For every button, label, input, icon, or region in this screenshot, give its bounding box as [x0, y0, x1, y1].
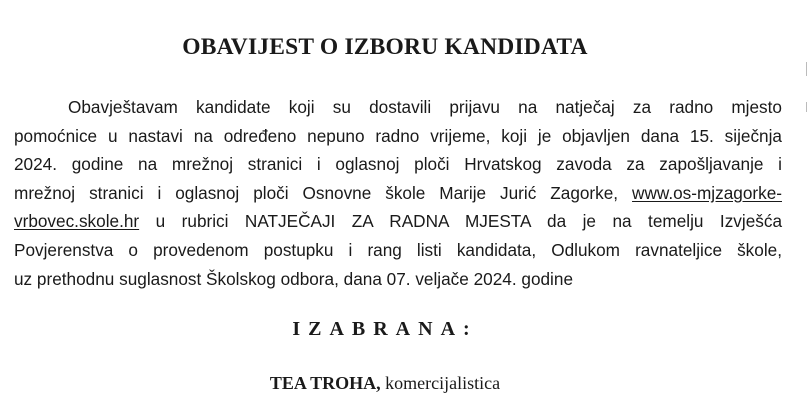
- paragraph-line-5: [14, 207, 782, 236]
- paragraph-line-5-text: u rubrici NATJEČAJI ZA RADNA MJESTA da je na temelju Izvješća: [155, 211, 783, 232]
- notice-paragraph: [14, 93, 782, 293]
- scan-edge-mark: [805, 62, 809, 142]
- candidate-role: komercijalistica: [380, 373, 501, 393]
- paragraph-line-4-text: mrežnoj stranici i oglasnoj ploči Osnovne škole Marije Jurić Zagorke,: [14, 182, 619, 203]
- paragraph-line-3: 2024. godine na mrežnoj stranici i oglasnoj ploči Hrvatskog zavoda za zapošljavanje i: [14, 154, 782, 175]
- paragraph-line-2: pomoćnice u nastavi na određeno nepuno radno vrijeme, koji je objavljen dana 15. siječnja: [14, 125, 782, 146]
- paragraph-line-4: [14, 179, 782, 208]
- school-website-link-part1[interactable]: www.os-mjzagorke-: [632, 182, 782, 203]
- paragraph-line-1: Obavještavam kandidate koji su dostavili prijavu na natječaj za radno mjesto: [68, 97, 782, 117]
- paragraph-line-7: uz prethodnu suglasnost Školskog odbora, dana 07. veljače 2024. godine: [14, 268, 573, 289]
- paragraph-line-6: Povjerenstva o provedenom postupku i rang listi kandidata, Odlukom ravnateljice škole,: [14, 239, 782, 260]
- selected-heading: IZABRANA:: [292, 318, 478, 340]
- school-website-link-part2[interactable]: vrbovec.skole.hr: [14, 211, 140, 232]
- document-title: OBAVIJEST O IZBORU KANDIDATA: [182, 34, 588, 60]
- selected-candidate: [0, 373, 770, 394]
- candidate-name: TEA TROHA,: [269, 373, 381, 393]
